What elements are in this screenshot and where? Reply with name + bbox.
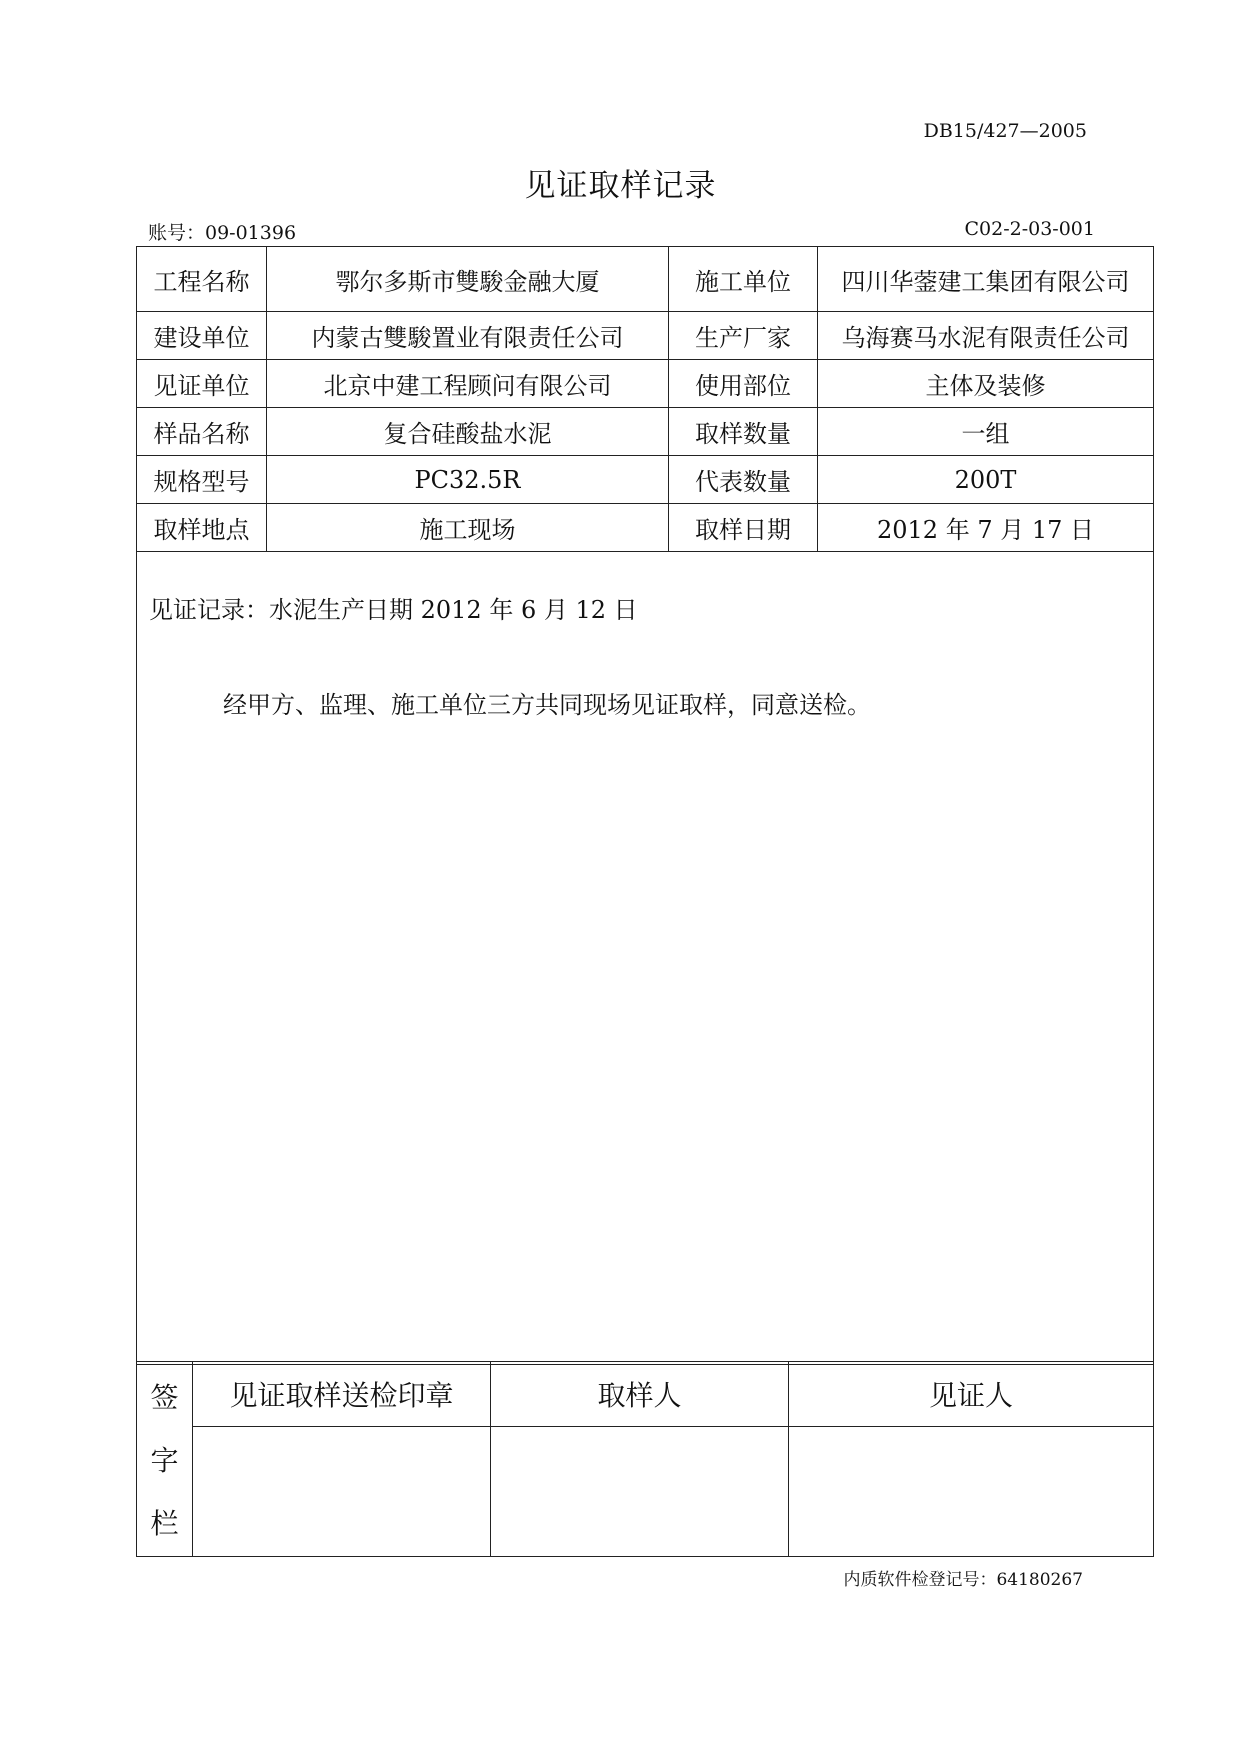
signature-body-row [137,1427,1154,1557]
table-row [137,247,1154,312]
field-label: 见证单位 [137,360,267,408]
field-label: 使用部位 [669,360,818,408]
sampler-column-header: 取样人 [491,1362,789,1427]
field-value: PC32.5R [267,456,669,504]
field-label: 取样日期 [669,504,818,552]
form-code: C02-2-03-001 [964,218,1095,240]
record-row [137,552,1154,1365]
signature-header-row [137,1362,1154,1427]
record-cell [137,552,1154,1365]
field-value: 乌海赛马水泥有限责任公司 [818,312,1154,360]
field-value: 北京中建工程顾问有限公司 [267,360,669,408]
field-label: 样品名称 [137,408,267,456]
side-char: 签 [150,1380,179,1414]
seal-cell [193,1427,491,1557]
field-value: 2012 年 7 月 17 日 [818,504,1154,552]
field-label: 取样数量 [669,408,818,456]
field-label: 规格型号 [137,456,267,504]
field-value: 四川华蓥建工集团有限公司 [818,247,1154,312]
sampler-signature-cell [491,1427,789,1557]
field-value: 内蒙古雙駿置业有限责任公司 [267,312,669,360]
table-row [137,408,1154,456]
table-row [137,504,1154,552]
document-title: 见证取样记录 [524,168,717,204]
account-number: 账号：09-01396 [148,222,297,244]
field-label: 代表数量 [669,456,818,504]
registration-number: 内质软件检登记号：64180267 [843,1570,1083,1590]
info-table [136,246,1154,1365]
field-label: 施工单位 [669,247,818,312]
field-label: 建设单位 [137,312,267,360]
standard-code: DB15/427—2005 [923,120,1087,142]
field-label: 工程名称 [137,247,267,312]
field-value: 鄂尔多斯市雙駿金融大厦 [267,247,669,312]
signature-table [136,1361,1154,1557]
side-char: 字 [150,1443,179,1477]
record-text: 经甲方、监理、施工单位三方共同现场见证取样，同意送检。 [223,691,871,719]
side-char: 栏 [150,1507,179,1541]
signature-side-label [137,1362,193,1557]
table-row [137,360,1154,408]
field-label: 取样地点 [137,504,267,552]
witness-signature-cell [789,1427,1154,1557]
field-value: 主体及装修 [818,360,1154,408]
witness-column-header: 见证人 [789,1362,1154,1427]
seal-column-header: 见证取样送检印章 [193,1362,491,1427]
table-row [137,456,1154,504]
field-value: 复合硅酸盐水泥 [267,408,669,456]
field-value: 施工现场 [267,504,669,552]
record-heading: 见证记录：水泥生产日期 2012 年 6 月 12 日 [149,596,638,624]
table-row [137,312,1154,360]
field-label: 生产厂家 [669,312,818,360]
field-value: 一组 [818,408,1154,456]
field-value: 200T [818,456,1154,504]
